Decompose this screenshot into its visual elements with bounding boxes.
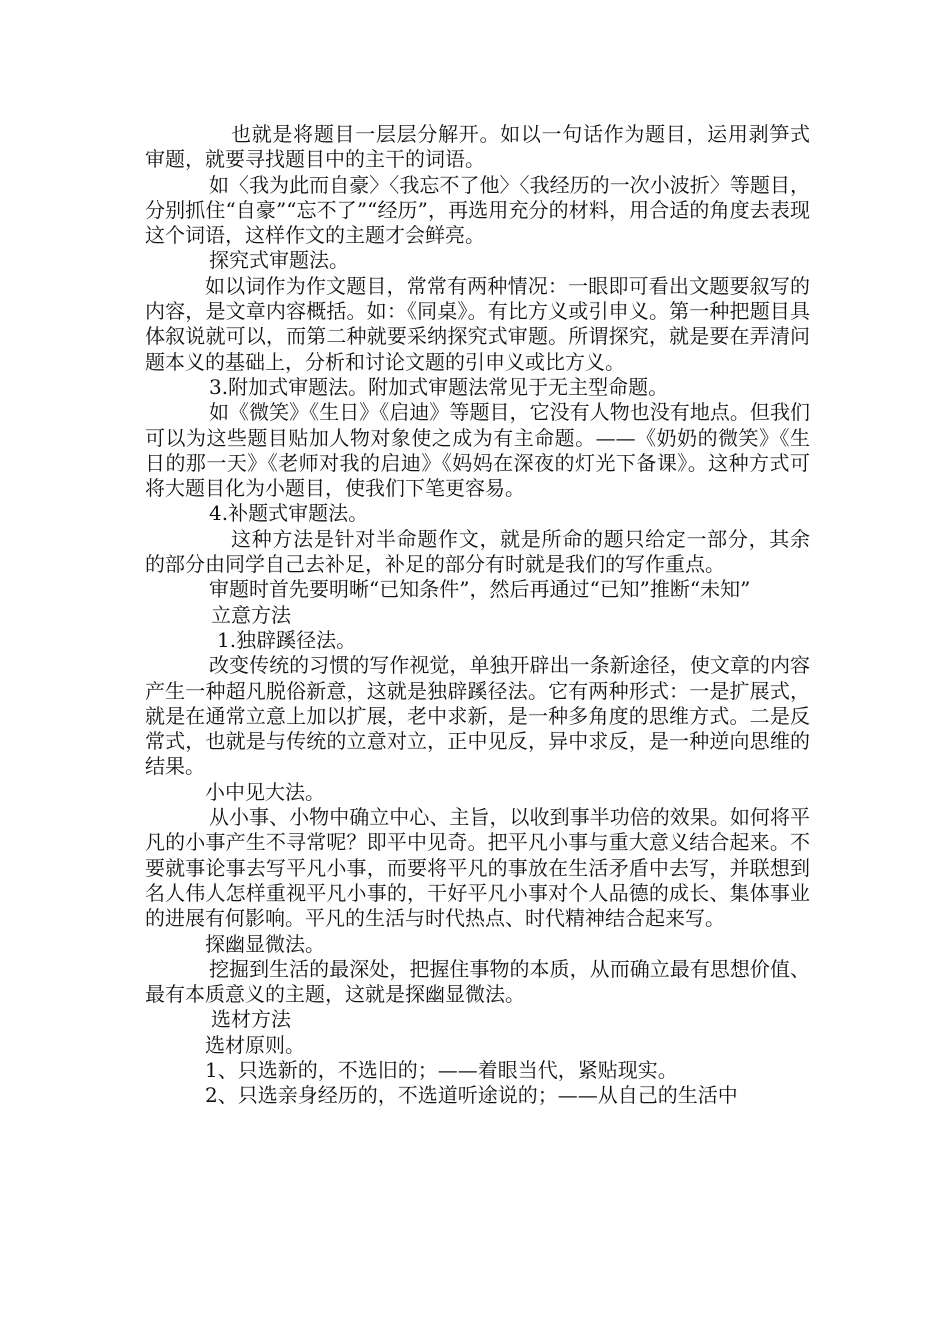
heading-unique-path-method: 1.独辟蹊径法。	[217, 627, 357, 652]
paragraph-additive-method: 如《微笑》《生日》《启迪》等题目，它没有人物也没有地点。但我们可以为这些题目贴加人物对象使之成为有主命题。——《奶奶的微笑》《生日的那一天》《老师对我的启迪》《妈妈在深夜的灯光下备课》。这种方式可将大题目化为小题目，使我们下笔更容易。	[145, 400, 810, 501]
paragraph-unique-path-method: 改变传统的习惯的写作视觉，单独开辟出一条新途径，使文章的内容产生一种超凡脱俗新意，这就是独辟蹊径法。它有两种形式：一是扩展式，就是在通常立意上加以扩展，老中求新，是一种多角度的思维方式。二是反常式，也就是与传统的立意对立，正中见反，异中求反，是一种逆向思维的结果。	[145, 653, 810, 779]
heading-exploratory-method: 探究式审题法。	[209, 248, 349, 273]
heading-small-to-big-method: 小中见大法。	[205, 779, 325, 804]
paragraph-deep-exploration-method: 挖掘到生活的最深处，把握住事物的本质，从而确立最有思想价值、最有本质意义的主题，这就是探幽显微法。	[145, 956, 810, 1007]
heading-material-methods: 选材方法	[211, 1007, 291, 1032]
paragraph-known-conditions: 审题时首先要明晰“已知条件”，然后再通过“已知”推断“未知”	[209, 577, 751, 602]
heading-material-principles: 选材原则。	[205, 1032, 305, 1057]
paragraph-supplement-method: 这种方法是针对半命题作文，就是所命的题只给定一部分，其余的部分由同学自己去补足，补足的部分有时就是我们的写作重点。	[145, 526, 810, 577]
list-item-principle-1: 1、只选新的，不选旧的；——着眼当代，紧贴现实。	[205, 1057, 678, 1082]
paragraph-bamboo-shoot-method: 也就是将题目一层层分解开。如以一句话作为题目，运用剥笋式审题，就要寻找题目中的主干的词语。	[145, 122, 810, 172]
list-item-principle-2: 2、只选亲身经历的，不选道听途说的；——从自己的生活中	[205, 1083, 738, 1108]
heading-deep-exploration-method: 探幽显微法。	[205, 931, 325, 956]
paragraph-example-titles: 如〈我为此而自豪〉〈我忘不了他〉〈我经历的一次小波折〉等题目，分别抓住“自豪”“忘不了”“经历”，再选用充分的材料，用合适的角度去表现这个词语，这样作文的主题才会鲜亮。	[145, 172, 810, 248]
paragraph-small-to-big-method: 从小事、小物中确立中心、主旨，以收到事半功倍的效果。如何将平凡的小事产生不寻常呢？即平中见奇。把平凡小事与重大意义结合起来。不要就事论事去写平凡小事，而要将平凡的事放在生活矛盾中去写，并联想到名人伟人怎样重视平凡小事的，干好平凡小事对个人品德的成长、集体事业的进展有何影响。平凡的生活与时代热点、时代精神结合起来写。	[145, 805, 810, 931]
heading-supplement-method: 4.补题式审题法。	[209, 501, 369, 526]
heading-additive-method: 3.附加式审题法。附加式审题法常见于无主型命题。	[209, 374, 669, 399]
heading-theme-methods: 立意方法	[211, 602, 291, 627]
paragraph-exploratory-method: 如以词作为作文题目，常常有两种情况：一眼即可看出文题要叙写的内容，是文章内容概括。如：《同桌》。有比方义或引申义。第一种把题目具体叙说就可以，而第二种就要采纳探究式审题。所谓探究，就是要在弄清问题本义的基础上，分析和讨论文题的引申义或比方义。	[145, 273, 810, 374]
document-body	[145, 122, 810, 1109]
